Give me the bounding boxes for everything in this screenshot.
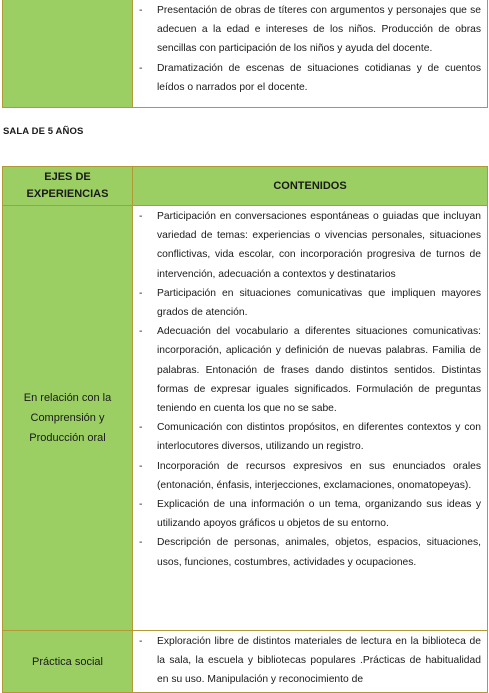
table-row xyxy=(3,206,488,631)
continued-content-cell xyxy=(133,0,488,108)
list-item: - Explicación de una información o un tema, organizando sus ideas y utilizando apoyos gráficos u objetos de su entorno. xyxy=(133,495,481,533)
list-item: - Comunicación con distintos propósitos, en diferentes contextos y con interlocutores diversos, utilizando un registro. xyxy=(133,418,481,456)
list-item: - Participación en situaciones comunicativas que impliquen mayores grados de atención. xyxy=(133,284,481,322)
list-item: - Adecuación del vocabulario a diferentes situaciones comunicativas: incorporación, aplicación y definición de nuevas palabras. Familia de palabras. Entonación de frases dando distintos sentidos. Distintas formas de expresar iguales significados. Formulación de preguntas teniendo en cuenta los que no se sabe. xyxy=(133,322,481,418)
axis-cell-social: Práctica social xyxy=(3,631,133,693)
list-item: - Participación en conversaciones espontáneas o guiadas que incluyan variedad de temas: experiencias o vivencias personales, situaciones conflictivas, vida escolar, con incorporación progresiva de turnos de intervención, adecuación a contextos y destinatarios xyxy=(133,207,481,284)
list-item: - Dramatización de escenas de situaciones cotidianas y de cuentos leídos o narrados por el docente. xyxy=(133,59,481,97)
content-cell-social xyxy=(133,631,488,693)
content-cell-oral xyxy=(133,206,488,631)
continued-axis-cell xyxy=(3,0,133,108)
section-title: SALA DE 5 AÑOS xyxy=(3,126,84,137)
contents-table xyxy=(2,166,488,693)
list-item: - Incorporación de recursos expresivos en sus enunciados orales (entonación, énfasis, interjecciones, exclamaciones, onomatopeyas). xyxy=(133,457,481,495)
header-contents: CONTENIDOS xyxy=(133,167,488,206)
list-item: - Presentación de obras de títeres con argumentos y personajes que se adecuen a la edad e intereses de los niños. Producción de obras sencillas con participación de los niños y ayuda del docente. xyxy=(133,1,481,59)
axis-cell-oral: En relación con la Comprensión y Producción oral xyxy=(3,206,133,631)
table-header-row xyxy=(3,167,488,206)
continued-table xyxy=(2,0,488,108)
list-item: - Exploración libre de distintos materiales de lectura en la biblioteca de la sala, la escuela y bibliotecas populares .Prácticas de habitualidad en su uso. Manipulación y reconocimiento de xyxy=(133,632,481,690)
list-item: - Descripción de personas, animales, objetos, espacios, situaciones, usos, funciones, costumbres, actividades y ocupaciones. xyxy=(133,533,481,571)
header-axes: EJES DE EXPERIENCIAS xyxy=(3,167,133,206)
table-row xyxy=(3,631,488,693)
